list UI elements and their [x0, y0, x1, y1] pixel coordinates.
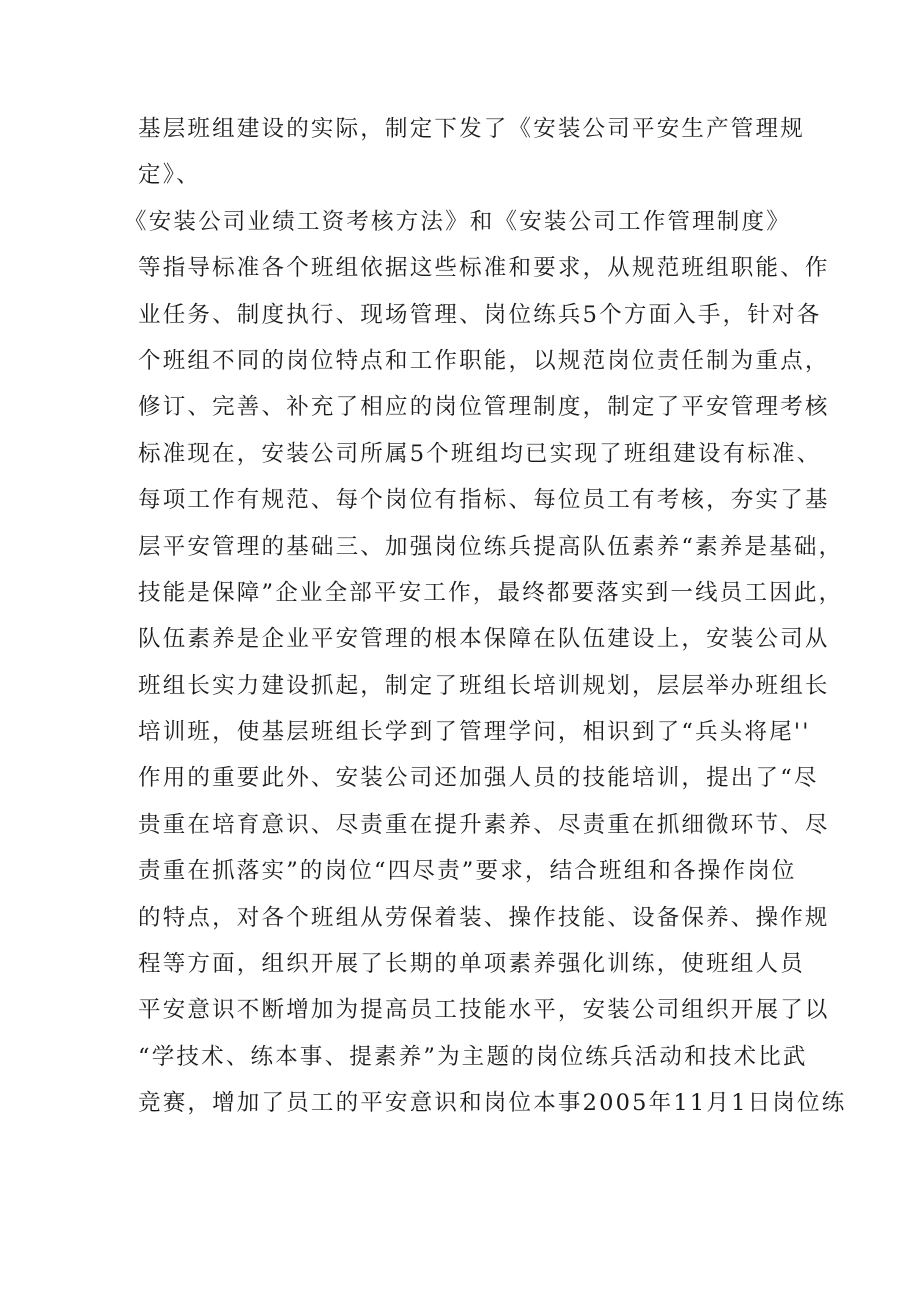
text-line: 《安装公司业绩工资考核方法》和《安装公司工作管理制度》 [124, 208, 791, 235]
text-line: “学技术、练本事、提素养”为主题的岗位练兵活动和技术比武 [138, 1043, 808, 1070]
text-line: 技能是保障”企业全部平安工作，最终都要落实到一线员工因此， [138, 579, 844, 606]
text-line: 竞赛，增加了员工的平安意识和岗位本事2005年11月1日岗位练 [138, 1090, 847, 1117]
text-line: 标准现在，安装公司所属5个班组均已实现了班组建设有标准、 [138, 440, 822, 467]
text-line: 队伍素养是企业平安管理的根本保障在队伍建设上，安装公司从 [138, 626, 830, 653]
text-line: 责重在抓落实”的岗位“四尽责”要求，结合班组和各操作岗位 [138, 858, 797, 885]
text-line: 班组长实力建设抓起，制定了班组长培训规划，层层举办班组长 [138, 672, 830, 699]
text-line: 平安意识不断增加为提高员工技能水平，安装公司组织开展了以 [138, 997, 830, 1024]
text-line: 业任务、制度执行、现场管理、岗位练兵5个方面入手，针对各 [138, 301, 822, 328]
text-line: 定》、 [138, 162, 201, 189]
text-line: 作用的重要此外、安装公司还加强人员的技能培训，提出了“尽 [138, 765, 819, 792]
text-line: 修订、完善、补充了相应的岗位管理制度，制定了平安管理考核 [138, 394, 830, 421]
text-line: 基层班组建设的实际，制定下发了《安装公司平安生产管理规 [138, 116, 805, 142]
text-line: 等指导标准各个班组依据这些标准和要求，从规范班组职能、作 [138, 255, 830, 282]
body-text [124, 106, 847, 1127]
text-line: 贵重在培育意识、尽责重在提升素养、尽责重在抓细微环节、尽 [138, 811, 830, 838]
text-line: 的特点，对各个班组从劳保着装、操作技能、设备保养、操作规 [138, 904, 830, 931]
text-line: 每项工作有规范、每个岗位有指标、每位员工有考核，夯实了基 [138, 487, 830, 514]
text-line: 程等方面，组织开展了长期的单项素养强化训练，使班组人员 [138, 951, 805, 978]
text-line: 培训班，使基层班组长学到了管理学问，相识到了“兵头将尾'' [138, 719, 811, 746]
text-line: 个班组不同的岗位特点和工作职能，以规范岗位责任制为重点， [138, 347, 830, 374]
text-line: 层平安管理的基础三、加强岗位练兵提高队伍素养“素养是基础， [138, 533, 844, 560]
